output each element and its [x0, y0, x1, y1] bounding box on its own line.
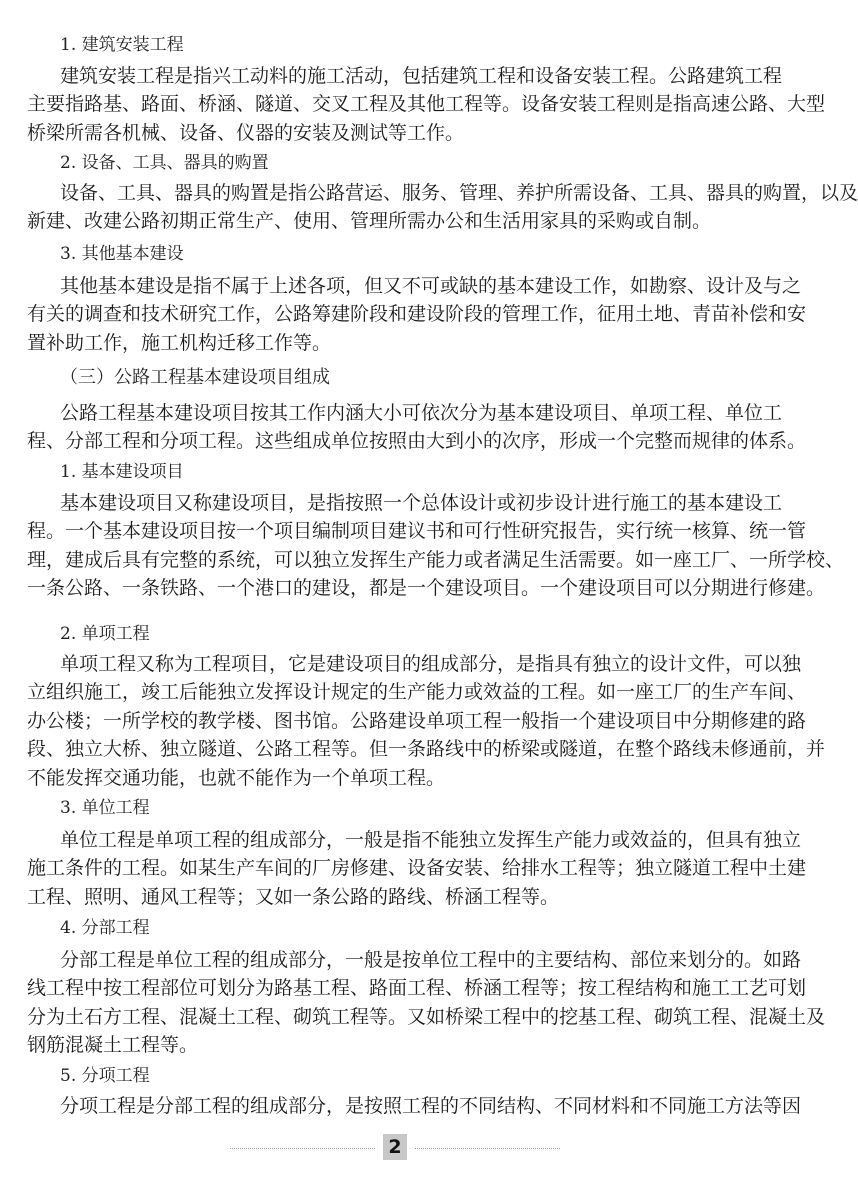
- paragraph-line: 钢筋混凝土工程等。: [27, 1034, 199, 1057]
- subsection-heading: 4. 分部工程: [60, 918, 150, 938]
- paragraph-line: 施工条件的工程。如某生产车间的厂房修建、设备安装、给排水工程等；独立隧道工程中土建: [27, 857, 807, 880]
- paragraph-line: 不能发挥交通功能，也就不能作为一个单项工程。: [27, 766, 446, 789]
- paragraph-line: 单项工程又称为工程项目，它是建设项目的组成部分，是指具有独立的设计文件，可以独: [60, 653, 802, 675]
- paragraph: [27, 946, 826, 1060]
- subsection-heading: 1. 基本建设项目: [60, 462, 184, 482]
- paragraph-line: 有关的调查和技术研究工作，公路筹建阶段和建设阶段的管理工作，征用土地、青苗补偿和安: [27, 303, 807, 326]
- subsection-heading: 2. 设备、工具、器具的购置: [60, 153, 269, 173]
- paragraph-line: 其他基本建设是指不属于上述各项，但又不可或缺的基本建设工作，如勘察、设计及与之: [60, 275, 802, 297]
- paragraph: [27, 399, 807, 456]
- paragraph-line: 分项工程是分部工程的组成部分，是按照工程的不同结构、不同材料和不同施工方法等因: [60, 1095, 802, 1117]
- paragraph-line: 桥梁所需各机械、设备、仪器的安装及测试等工作。: [27, 121, 465, 144]
- paragraph-line: 设备、工具、器具的购置是指公路营运、服务、管理、养护所需设备、工具、器具的购置，以及: [60, 182, 858, 204]
- paragraph: [27, 179, 858, 236]
- footer-rule-left: [230, 1148, 375, 1149]
- paragraph-line: 置补助工作，施工机构迁移工作等。: [27, 331, 332, 354]
- page-number: 2: [383, 1134, 407, 1160]
- paragraph-line: 段、独立大桥、独立隧道、公路工程等。但一条路线中的桥梁或隧道，在整个路线未修通前，并: [27, 738, 826, 761]
- paragraph: [27, 1092, 802, 1120]
- paragraph-line: 工程、照明、通风工程等；又如一条公路的路线、桥涵工程等。: [27, 885, 560, 908]
- paragraph-line: 理，建成后具有完整的系统，可以独立发挥生产能力或者满足生活需要。如一座工厂、一所学校、: [27, 548, 845, 571]
- paragraph-line: 办公楼；一所学校的教学楼、图书馆。公路建设单项工程一般指一个建设项目中分期修建的路: [27, 709, 807, 732]
- subsection-heading: 5. 分项工程: [60, 1066, 150, 1086]
- footer-rule-right: [415, 1148, 560, 1149]
- paragraph-line: 立组织施工，竣工后能独立发挥设计规定的生产能力或效益的工程。如一座工厂的生产车间、: [27, 681, 807, 704]
- page-footer: [0, 1134, 790, 1162]
- paragraph: [27, 826, 807, 911]
- paragraph-line: 程。一个基本建设项目按一个项目编制项目建议书和可行性研究报告，实行统一核算、统一管: [27, 520, 807, 543]
- subsection-heading: 3. 单位工程: [60, 798, 150, 818]
- paragraph-line: 程、分部工程和分项工程。这些组成单位按照由大到小的次序，形成一个完整而规律的体系。: [27, 430, 807, 453]
- paragraph-line: 单位工程是单项工程的组成部分，一般是指不能独立发挥生产能力或效益的，但具有独立: [60, 829, 802, 851]
- paragraph: [27, 62, 826, 147]
- paragraph: [27, 650, 826, 792]
- paragraph-line: 分为土石方工程、混凝土工程、砌筑工程等。又如桥梁工程中的挖基工程、砌筑工程、混凝土及: [27, 1005, 826, 1028]
- paragraph-line: 分部工程是单位工程的组成部分，一般是按单位工程中的主要结构、部位来划分的。如路: [60, 949, 802, 971]
- paragraph: [27, 272, 807, 357]
- subsection-heading: 3. 其他基本建设: [60, 244, 184, 264]
- paragraph-line: 新建、改建公路初期正常生产、使用、管理所需办公和生活用家具的采购或自制。: [27, 210, 712, 233]
- paragraph-line: 基本建设项目又称建设项目，是指按照一个总体设计或初步设计进行施工的基本建设工: [60, 492, 783, 514]
- subsection-heading: 2. 单项工程: [60, 624, 150, 644]
- paragraph-line: 线工程中按工程部位可划分为路基工程、路面工程、桥涵工程等；按工程结构和施工工艺可划: [27, 977, 807, 1000]
- paragraph-line: 一条公路、一条铁路、一个港口的建设，都是一个建设项目。一个建设项目可以分期进行修建。: [27, 577, 826, 600]
- paragraph: [27, 489, 845, 603]
- paragraph-line: 建筑安装工程是指兴工动料的施工活动，包括建筑工程和设备安装工程。公路建筑工程: [60, 65, 783, 87]
- paragraph-line: 公路工程基本建设项目按其工作内涵大小可依次分为基本建设项目、单项工程、单位工: [60, 402, 783, 424]
- subsection-heading: 1. 建筑安装工程: [60, 35, 184, 55]
- paragraph-line: 主要指路基、路面、桥涵、隧道、交叉工程及其他工程等。设备安装工程则是指高速公路、大型: [27, 93, 826, 116]
- section-heading: （三）公路工程基本建设项目组成: [60, 367, 330, 388]
